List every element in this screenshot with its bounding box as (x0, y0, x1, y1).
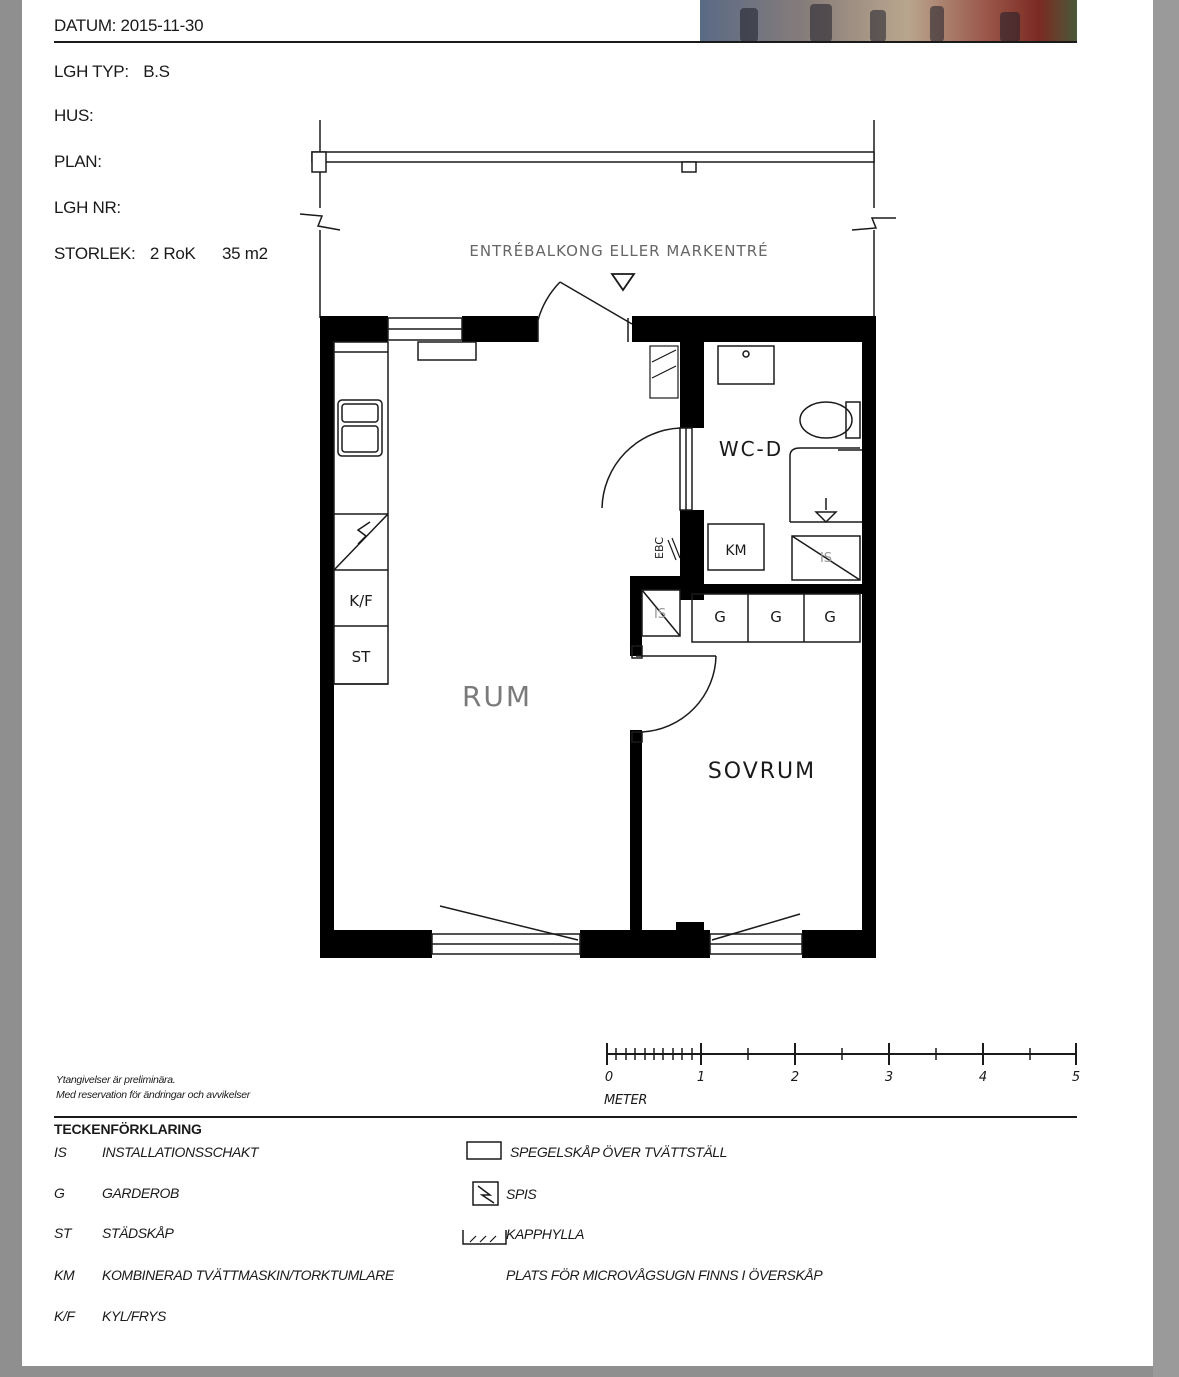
room-label-rum: RUM (461, 680, 533, 713)
lgh-typ-value: B.S (143, 62, 170, 81)
legend-code-km: KM (54, 1267, 75, 1283)
scale-unit: METER (604, 1093, 648, 1108)
storlek-label: STORLEK: (54, 244, 136, 263)
legend-text-stove: SPIS (506, 1186, 537, 1202)
storlek-area: 35 m2 (222, 244, 268, 263)
note-line-2: Med reservation för ändringar och avvikelser (56, 1089, 250, 1101)
bedroom-door (632, 646, 716, 742)
plan-label: PLAN: (54, 152, 102, 171)
is-label-2: IS (819, 551, 833, 566)
legend-title: TECKENFÖRKLARING (54, 1121, 202, 1137)
kf-label: K/F (349, 592, 373, 610)
windows (388, 318, 802, 954)
legend-text-microwave: PLATS FÖR MICROVÅGSUGN FINNS I ÖVERSKÅP (506, 1267, 823, 1283)
legend-text-g: GARDEROB (102, 1185, 179, 1201)
note-line-1: Ytangivelser är preliminära. (56, 1074, 176, 1086)
legend-text-mirror-cabinet: SPEGELSKÅP ÖVER TVÄTTSTÄLL (510, 1144, 728, 1160)
datum-label: DATUM: (54, 16, 117, 35)
legend-code-kf: K/F (54, 1308, 75, 1324)
scale-tick-1: 1 (696, 1070, 706, 1085)
coat-shelf (650, 346, 678, 398)
lgh-typ-label: LGH TYP: (54, 62, 129, 81)
kitchen (334, 342, 388, 684)
scale-tick-2: 2 (790, 1070, 800, 1085)
mirror-cabinet-icon (466, 1141, 504, 1161)
hus-label: HUS: (54, 106, 94, 125)
entrance-label: ENTRÉBALKONG ELLER MARKENTRÉ (469, 242, 769, 260)
datum-value: 2015-11-30 (120, 16, 204, 35)
legend-code-g: G (54, 1185, 65, 1201)
scale-bar (607, 1043, 1076, 1065)
interior-walls (630, 342, 862, 936)
wardrobe-label-2: G (770, 608, 782, 626)
wc-label: WC-D (718, 437, 784, 461)
storlek-rooms: 2 RoK (149, 244, 196, 263)
scale-tick-0: 0 (604, 1070, 614, 1085)
wardrobe-label-1: G (714, 608, 726, 626)
wardrobe-label-3: G (824, 608, 836, 626)
legend-text-st: STÄDSKÅP (102, 1225, 174, 1241)
ebc-label: EBC (653, 537, 666, 559)
legend-text-is: INSTALLATIONSSCHAKT (102, 1144, 259, 1160)
entrance-door (538, 282, 632, 342)
legend-text-coat-shelf: KAPPHYLLA (506, 1226, 585, 1242)
legend-code-st: ST (54, 1225, 72, 1241)
stove-icon (472, 1181, 500, 1207)
scale-tick-5: 5 (1071, 1070, 1081, 1085)
is-label-1: IS (653, 607, 667, 622)
st-label: ST (351, 648, 371, 666)
km-label: KM (725, 543, 747, 559)
balcony (300, 120, 896, 318)
bathroom-door (602, 428, 692, 510)
legend-text-kf: KYL/FRYS (102, 1308, 166, 1324)
legend-code-is: IS (54, 1144, 67, 1160)
room-label-sovrum: SOVRUM (707, 759, 817, 784)
legend-rule (54, 1116, 1077, 1118)
scale-tick-3: 3 (884, 1070, 894, 1085)
outer-walls (320, 316, 876, 958)
legend-text-km: KOMBINERAD TVÄTTMASKIN/TORKTUMLARE (102, 1267, 394, 1283)
scale-tick-4: 4 (978, 1070, 988, 1085)
coat-shelf-icon (462, 1226, 508, 1248)
ebc-unit (668, 538, 680, 560)
lgh-nr-label: LGH NR: (54, 198, 121, 217)
